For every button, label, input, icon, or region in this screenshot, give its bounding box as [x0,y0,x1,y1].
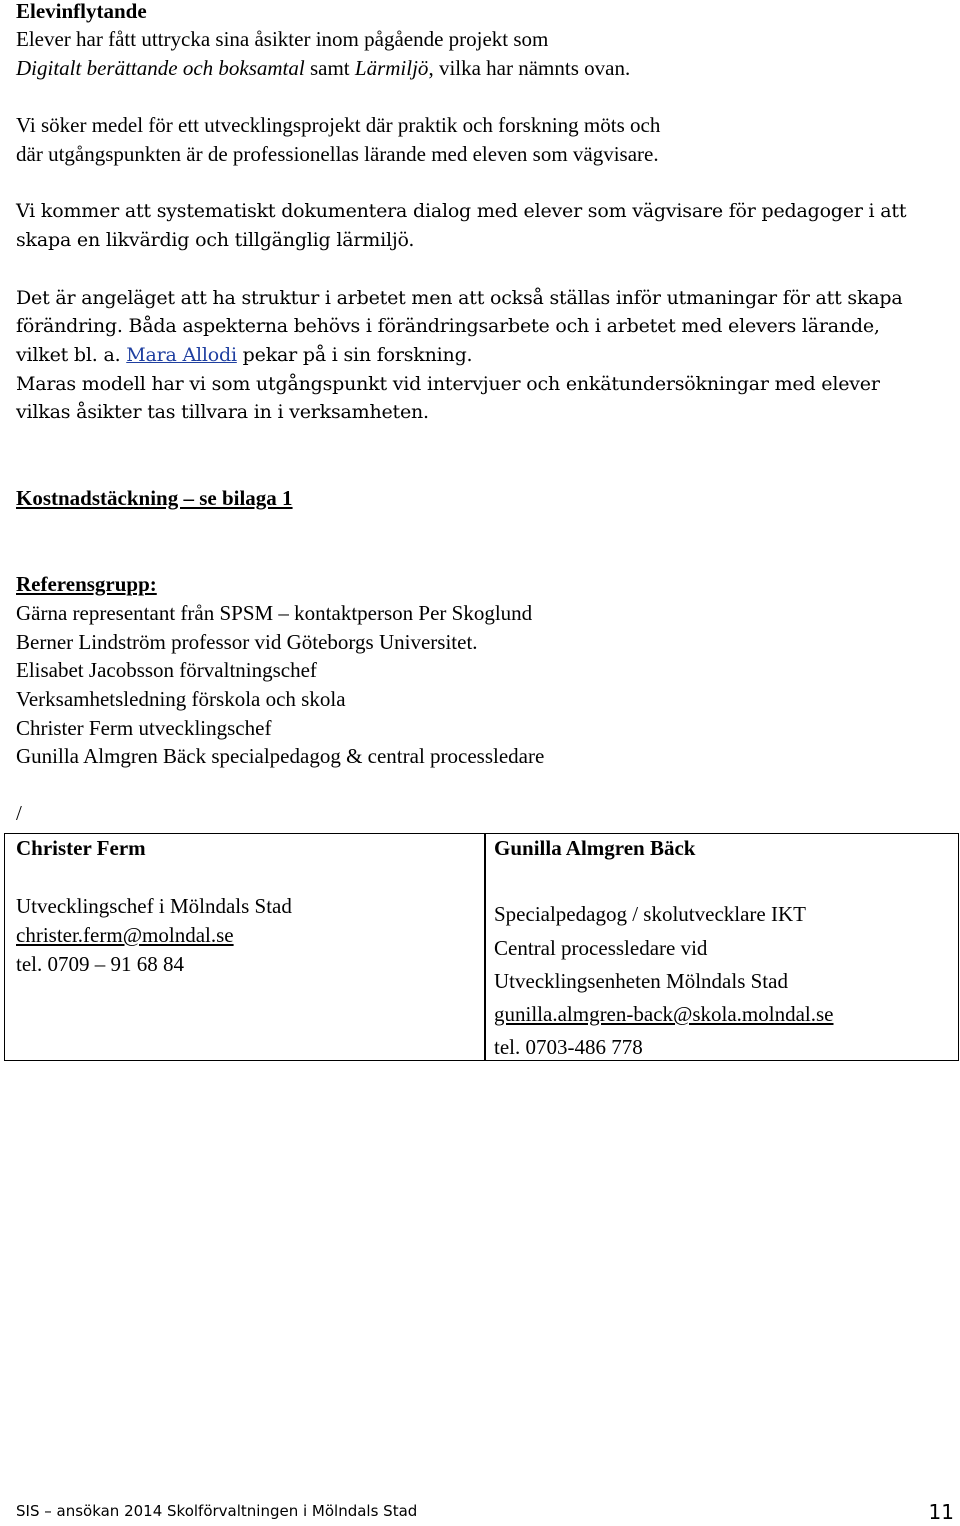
referensgrupp-member: Verksamhetsledning förskola och skola [16,687,346,711]
contact-phone-right: tel. 0703-486 778 [494,1035,643,1059]
contact-table [4,833,959,1061]
page-footer: SIS – ansökan 2014 Skolförvaltningen i Mölndals Stad [16,1502,418,1520]
referensgrupp-member: Elisabet Jacobsson förvaltningschef [16,658,317,682]
para-medel-line-2: där utgångspunkten är de professionellas lärande med eleven som vägvisare. [16,142,659,166]
contact-title-right-2: Central processledare vid [494,936,708,960]
referensgrupp-member: Christer Ferm utvecklingschef [16,716,272,740]
mara-allodi-link[interactable]: Mara Allodi [126,344,237,366]
section-heading-elevinflytande: Elevinflytande [16,0,147,23]
project-title-digitalt: Digitalt berättande och boksamtal [16,56,305,80]
text-fragment: samt [304,56,355,80]
para-struktur-line-3 [16,341,472,370]
project-title-larmiljo: Lärmiljö [354,56,429,80]
page-number: 11 [928,1500,954,1524]
text-fragment: pekar på i sin forskning. [236,344,473,366]
text-fragment: , vilka har nämnts ovan. [428,56,631,80]
section-heading-kostnadstackning: Kostnadstäckning – se bilaga 1 [16,486,293,510]
referensgrupp-member: Gärna representant från SPSM – kontaktperson Per Skoglund [16,601,533,625]
contact-phone-left: tel. 0709 – 91 68 84 [16,952,184,976]
para-dokumentera-line-2: skapa en likvärdig och tillgänglig lärmiljö. [16,229,415,251]
text-fragment: vilket bl. a. [16,344,127,366]
contact-email-left[interactable]: christer.ferm@molndal.se [16,923,234,947]
referensgrupp-member: Gunilla Almgren Bäck specialpedagog & central processledare [16,744,545,768]
contact-title-right-1: Specialpedagog / skolutvecklare IKT [494,902,806,926]
contact-email-right[interactable]: gunilla.almgren-back@skola.molndal.se [494,1002,834,1026]
contact-name-left: Christer Ferm [16,836,146,860]
para-medel-line-1: Vi söker medel för ett utvecklingsprojekt där praktik och forskning möts och [16,113,661,137]
para-modell-line-2: vilkas åsikter tas tillvara in i verksamheten. [16,401,429,423]
table-divider [484,834,486,1060]
contact-title-right-3: Utvecklingsenheten Mölndals Stad [494,969,788,993]
contact-title-left: Utvecklingschef i Mölndals Stad [16,894,292,918]
separator-slash: / [16,801,22,825]
elevinflytande-line-1: Elever har fått uttrycka sina åsikter inom pågående projekt som [16,27,549,51]
para-modell-line-1: Maras modell har vi som utgångspunkt vid intervjuer och enkätundersökningar med elever [16,373,880,395]
para-struktur-line-2: förändring. Båda aspekterna behövs i förändringsarbete och i arbetet med elevers lärande, [16,315,880,337]
para-dokumentera-line-1: Vi kommer att systematiskt dokumentera dialog med elever som vägvisare för pedagoger i att [16,200,907,222]
para-struktur-line-1: Det är angeläget att ha struktur i arbetet men att också ställas inför utmaningar för att skapa [16,287,903,309]
referensgrupp-member: Berner Lindström professor vid Göteborgs Universitet. [16,630,478,654]
contact-name-right: Gunilla Almgren Bäck [494,836,696,860]
section-heading-referensgrupp: Referensgrupp: [16,572,157,596]
elevinflytande-line-2 [16,54,630,83]
